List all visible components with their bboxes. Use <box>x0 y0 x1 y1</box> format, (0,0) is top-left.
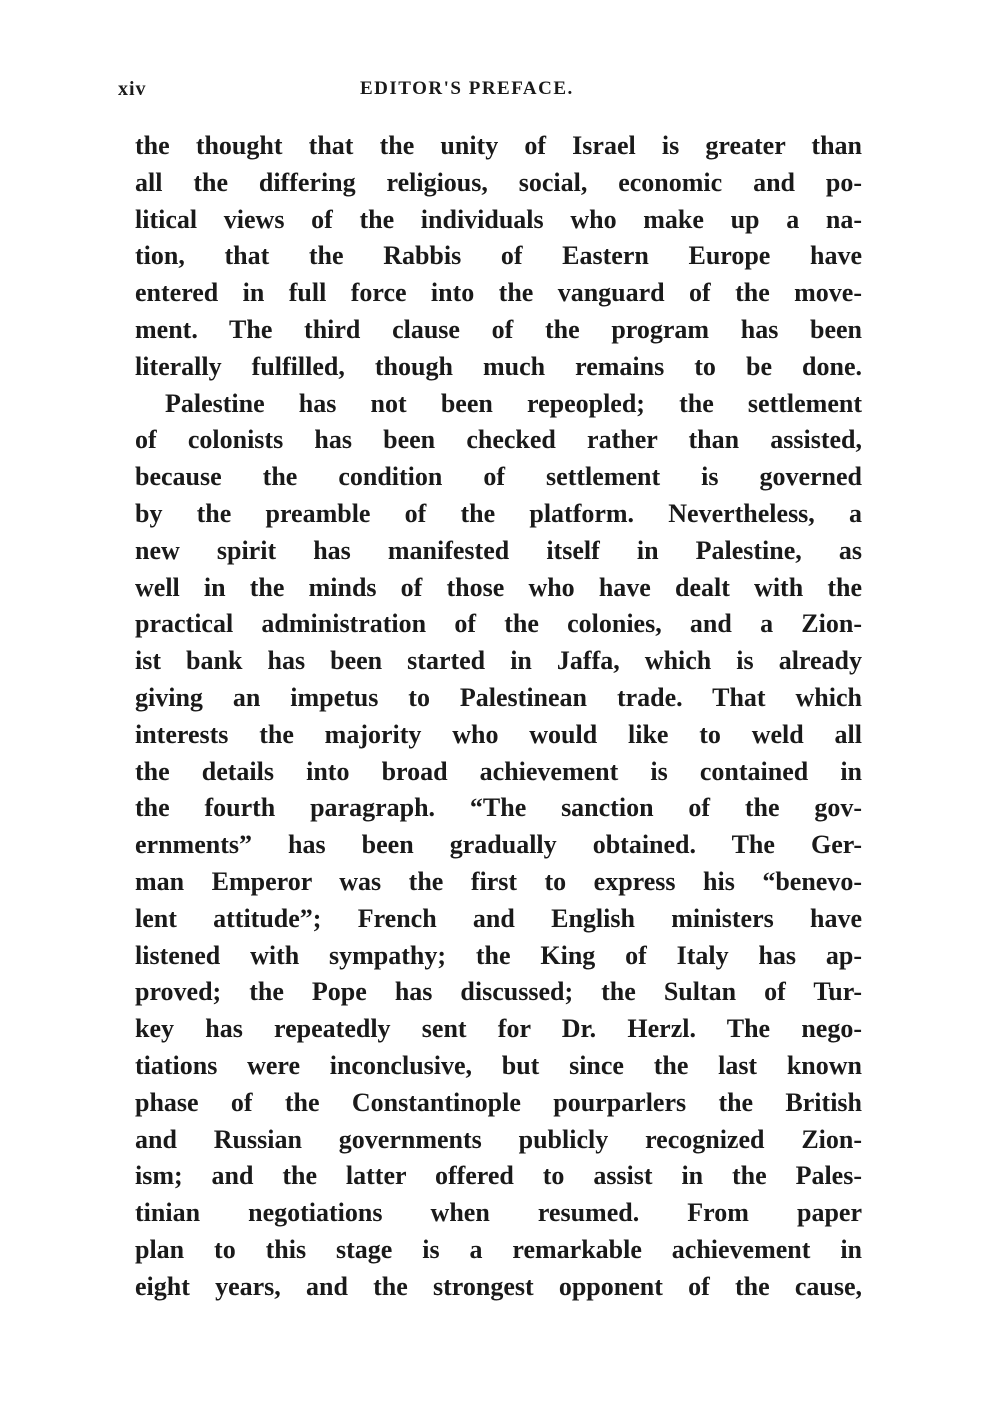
text-line: new spirit has manifested itself in Palestine, as <box>135 535 862 565</box>
text-line: interests the majority who would like to weld all <box>135 719 862 749</box>
text-line: man Emperor was the first to express his “benevo- <box>135 866 862 896</box>
text-line: tion, that the Rabbis of Eastern Europe have <box>135 241 862 271</box>
text-line: and Russian governments publicly recognized Zion- <box>135 1124 862 1154</box>
text-line: Palestine has not been repeopled; the settlement <box>165 388 862 418</box>
text-line: well in the minds of those who have dealt with the <box>135 572 862 602</box>
text-line: because the condition of settlement is governed <box>135 462 862 492</box>
text-line: giving an impetus to Palestinean trade. That which <box>135 682 862 712</box>
text-line: the fourth paragraph. “The sanction of the gov- <box>135 793 862 823</box>
text-line: eight years, and the strongest opponent of the cause, <box>135 1271 862 1301</box>
text-line: all the differing religious, social, economic and po- <box>135 167 862 197</box>
text-line: entered in full force into the vanguard of the move- <box>135 278 862 308</box>
text-line: ment. The third clause of the program has been <box>135 314 862 344</box>
text-line: the details into broad achievement is contained in <box>135 756 862 786</box>
body-text <box>135 128 862 1306</box>
text-line: key has repeatedly sent for Dr. Herzl. The nego- <box>135 1014 862 1044</box>
text-line: proved; the Pope has discussed; the Sultan of Tur- <box>135 977 862 1007</box>
page-number: xiv <box>118 78 147 100</box>
text-line: by the preamble of the platform. Nevertheless, a <box>135 498 862 528</box>
text-line: listened with sympathy; the King of Italy has ap- <box>135 940 862 970</box>
text-line: plan to this stage is a remarkable achievement in <box>135 1234 862 1264</box>
text-line: ist bank has been started in Jaffa, which is already <box>135 646 862 676</box>
running-head: EDITOR'S PREFACE. <box>360 78 574 99</box>
text-line: literally fulfilled, though much remains to be done. <box>135 351 862 381</box>
text-line: practical administration of the colonies, and a Zion- <box>135 609 862 639</box>
text-line: tiations were inconclusive, but since the last known <box>135 1050 862 1080</box>
text-line: lent attitude”; French and English ministers have <box>135 903 862 933</box>
text-line: the thought that the unity of Israel is greater than <box>135 131 862 160</box>
text-line: litical views of the individuals who make up a na- <box>135 204 862 234</box>
text-line: ernments” has been gradually obtained. The Ger- <box>135 830 862 860</box>
text-line: tinian negotiations when resumed. From paper <box>135 1198 862 1228</box>
text-line: ism; and the latter offered to assist in the Pales- <box>135 1161 862 1191</box>
text-line: phase of the Constantinople pourparlers the British <box>135 1087 862 1117</box>
text-line: of colonists has been checked rather than assisted, <box>135 425 862 455</box>
